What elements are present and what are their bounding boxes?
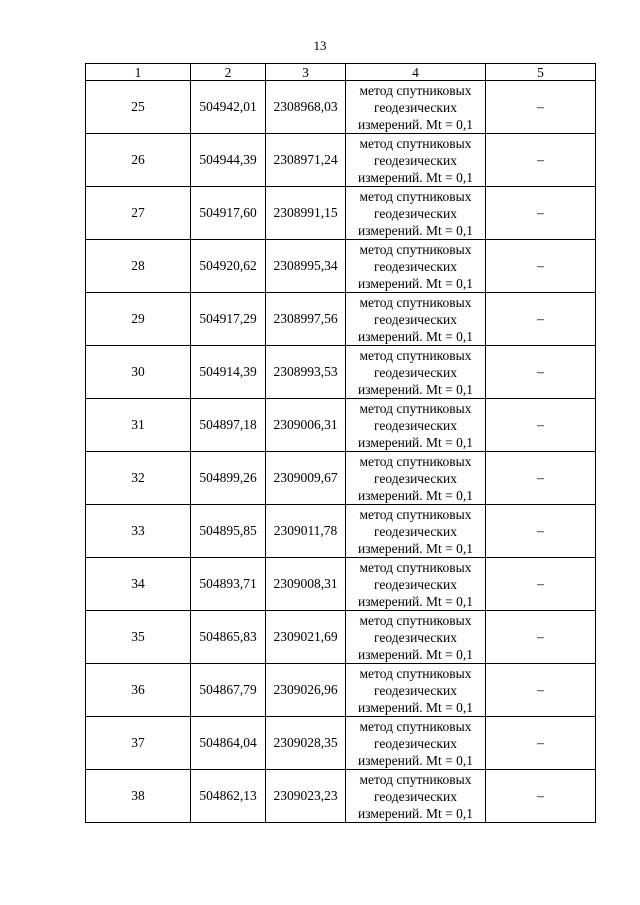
- header-col-5: 5: [486, 64, 596, 81]
- point-number-cell: 27: [86, 187, 191, 240]
- method-line: метод спутниковых: [359, 453, 472, 469]
- method-line: измерений. Mt = 0,1: [357, 434, 474, 450]
- table-body: [86, 81, 596, 823]
- method-line: метод спутниковых: [359, 135, 472, 151]
- method-line: метод спутниковых: [359, 241, 472, 257]
- point-number-cell: 34: [86, 558, 191, 611]
- col5-cell: –: [486, 134, 596, 187]
- y-coordinate-cell: 2309008,31: [266, 558, 346, 611]
- col5-cell: –: [486, 187, 596, 240]
- method-line: измерений. Mt = 0,1: [357, 275, 474, 291]
- y-coordinate-cell: 2309021,69: [266, 611, 346, 664]
- method-cell: [346, 240, 486, 293]
- col5-cell: –: [486, 770, 596, 823]
- method-line: измерений. Mt = 0,1: [357, 540, 474, 556]
- table-row: [86, 240, 596, 293]
- point-number-cell: 30: [86, 346, 191, 399]
- x-coordinate-cell: 504899,26: [191, 452, 266, 505]
- point-number-cell: 25: [86, 81, 191, 134]
- x-coordinate-cell: 504944,39: [191, 134, 266, 187]
- y-coordinate-cell: 2309028,35: [266, 717, 346, 770]
- col5-cell: –: [486, 293, 596, 346]
- x-coordinate-cell: 504864,04: [191, 717, 266, 770]
- method-line: метод спутниковых: [359, 506, 472, 522]
- method-cell: [346, 399, 486, 452]
- method-line: метод спутниковых: [359, 718, 472, 734]
- method-line: геодезических: [374, 258, 457, 274]
- header-col-3: 3: [266, 64, 346, 81]
- method-cell: [346, 770, 486, 823]
- page-number: 13: [313, 38, 327, 53]
- y-coordinate-cell: 2308991,15: [266, 187, 346, 240]
- col5-cell: –: [486, 611, 596, 664]
- method-line: геодезических: [374, 629, 457, 645]
- method-line: геодезических: [374, 788, 457, 804]
- y-coordinate-cell: 2309009,67: [266, 452, 346, 505]
- x-coordinate-cell: 504917,29: [191, 293, 266, 346]
- point-number-cell: 35: [86, 611, 191, 664]
- method-line: геодезических: [374, 576, 457, 592]
- table-row: [86, 452, 596, 505]
- x-coordinate-cell: 504862,13: [191, 770, 266, 823]
- method-line: метод спутниковых: [359, 188, 472, 204]
- method-line: геодезических: [374, 152, 457, 168]
- table-row: [86, 134, 596, 187]
- x-coordinate-cell: 504867,79: [191, 664, 266, 717]
- col5-cell: –: [486, 240, 596, 293]
- y-coordinate-cell: 2308995,34: [266, 240, 346, 293]
- point-number-cell: 26: [86, 134, 191, 187]
- method-line: метод спутниковых: [359, 665, 472, 681]
- table-row: [86, 717, 596, 770]
- coordinates-table: [85, 63, 596, 823]
- table-row: [86, 293, 596, 346]
- point-number-cell: 31: [86, 399, 191, 452]
- method-line: геодезических: [374, 470, 457, 486]
- table-row: [86, 611, 596, 664]
- header-col-1: 1: [86, 64, 191, 81]
- method-line: измерений. Mt = 0,1: [357, 328, 474, 344]
- method-line: геодезических: [374, 364, 457, 380]
- method-cell: [346, 664, 486, 717]
- method-line: измерений. Mt = 0,1: [357, 805, 474, 821]
- x-coordinate-cell: 504865,83: [191, 611, 266, 664]
- table-row: [86, 558, 596, 611]
- point-number-cell: 29: [86, 293, 191, 346]
- col5-cell: –: [486, 346, 596, 399]
- y-coordinate-cell: 2308997,56: [266, 293, 346, 346]
- method-line: метод спутниковых: [359, 82, 472, 98]
- point-number-cell: 32: [86, 452, 191, 505]
- col5-cell: –: [486, 452, 596, 505]
- table-row: [86, 770, 596, 823]
- method-line: измерений. Mt = 0,1: [357, 381, 474, 397]
- method-line: метод спутниковых: [359, 559, 472, 575]
- y-coordinate-cell: 2308971,24: [266, 134, 346, 187]
- y-coordinate-cell: 2309006,31: [266, 399, 346, 452]
- point-number-cell: 33: [86, 505, 191, 558]
- method-cell: [346, 505, 486, 558]
- col5-cell: –: [486, 505, 596, 558]
- method-cell: [346, 134, 486, 187]
- table-row: [86, 81, 596, 134]
- method-cell: [346, 187, 486, 240]
- table-row: [86, 664, 596, 717]
- method-line: геодезических: [374, 523, 457, 539]
- method-cell: [346, 558, 486, 611]
- method-line: метод спутниковых: [359, 400, 472, 416]
- col5-cell: –: [486, 399, 596, 452]
- table-row: [86, 346, 596, 399]
- method-line: геодезических: [374, 99, 457, 115]
- y-coordinate-cell: 2309011,78: [266, 505, 346, 558]
- method-cell: [346, 452, 486, 505]
- x-coordinate-cell: 504920,62: [191, 240, 266, 293]
- table-row: [86, 399, 596, 452]
- method-cell: [346, 717, 486, 770]
- point-number-cell: 36: [86, 664, 191, 717]
- y-coordinate-cell: 2308993,53: [266, 346, 346, 399]
- method-cell: [346, 293, 486, 346]
- method-line: измерений. Mt = 0,1: [357, 646, 474, 662]
- method-cell: [346, 611, 486, 664]
- header-col-2: 2: [191, 64, 266, 81]
- col5-cell: –: [486, 664, 596, 717]
- method-line: метод спутниковых: [359, 347, 472, 363]
- method-cell: [346, 81, 486, 134]
- point-number-cell: 38: [86, 770, 191, 823]
- method-cell: [346, 346, 486, 399]
- col5-cell: –: [486, 81, 596, 134]
- method-line: геодезических: [374, 205, 457, 221]
- method-line: метод спутниковых: [359, 771, 472, 787]
- col5-cell: –: [486, 717, 596, 770]
- method-line: измерений. Mt = 0,1: [357, 699, 474, 715]
- x-coordinate-cell: 504917,60: [191, 187, 266, 240]
- x-coordinate-cell: 504942,01: [191, 81, 266, 134]
- x-coordinate-cell: 504895,85: [191, 505, 266, 558]
- method-line: измерений. Mt = 0,1: [357, 593, 474, 609]
- header-col-4: 4: [346, 64, 486, 81]
- y-coordinate-cell: 2309023,23: [266, 770, 346, 823]
- method-line: геодезических: [374, 417, 457, 433]
- method-line: метод спутниковых: [359, 294, 472, 310]
- method-line: метод спутниковых: [359, 612, 472, 628]
- method-line: геодезических: [374, 735, 457, 751]
- table-row: [86, 187, 596, 240]
- x-coordinate-cell: 504914,39: [191, 346, 266, 399]
- method-line: измерений. Mt = 0,1: [357, 487, 474, 503]
- method-line: измерений. Mt = 0,1: [357, 752, 474, 768]
- y-coordinate-cell: 2309026,96: [266, 664, 346, 717]
- header-row: [86, 64, 596, 81]
- x-coordinate-cell: 504893,71: [191, 558, 266, 611]
- point-number-cell: 28: [86, 240, 191, 293]
- method-line: геодезических: [374, 682, 457, 698]
- point-number-cell: 37: [86, 717, 191, 770]
- method-line: измерений. Mt = 0,1: [357, 169, 474, 185]
- method-line: измерений. Mt = 0,1: [357, 116, 474, 132]
- table-row: [86, 505, 596, 558]
- method-line: измерений. Mt = 0,1: [357, 222, 474, 238]
- y-coordinate-cell: 2308968,03: [266, 81, 346, 134]
- col5-cell: –: [486, 558, 596, 611]
- method-line: геодезических: [374, 311, 457, 327]
- x-coordinate-cell: 504897,18: [191, 399, 266, 452]
